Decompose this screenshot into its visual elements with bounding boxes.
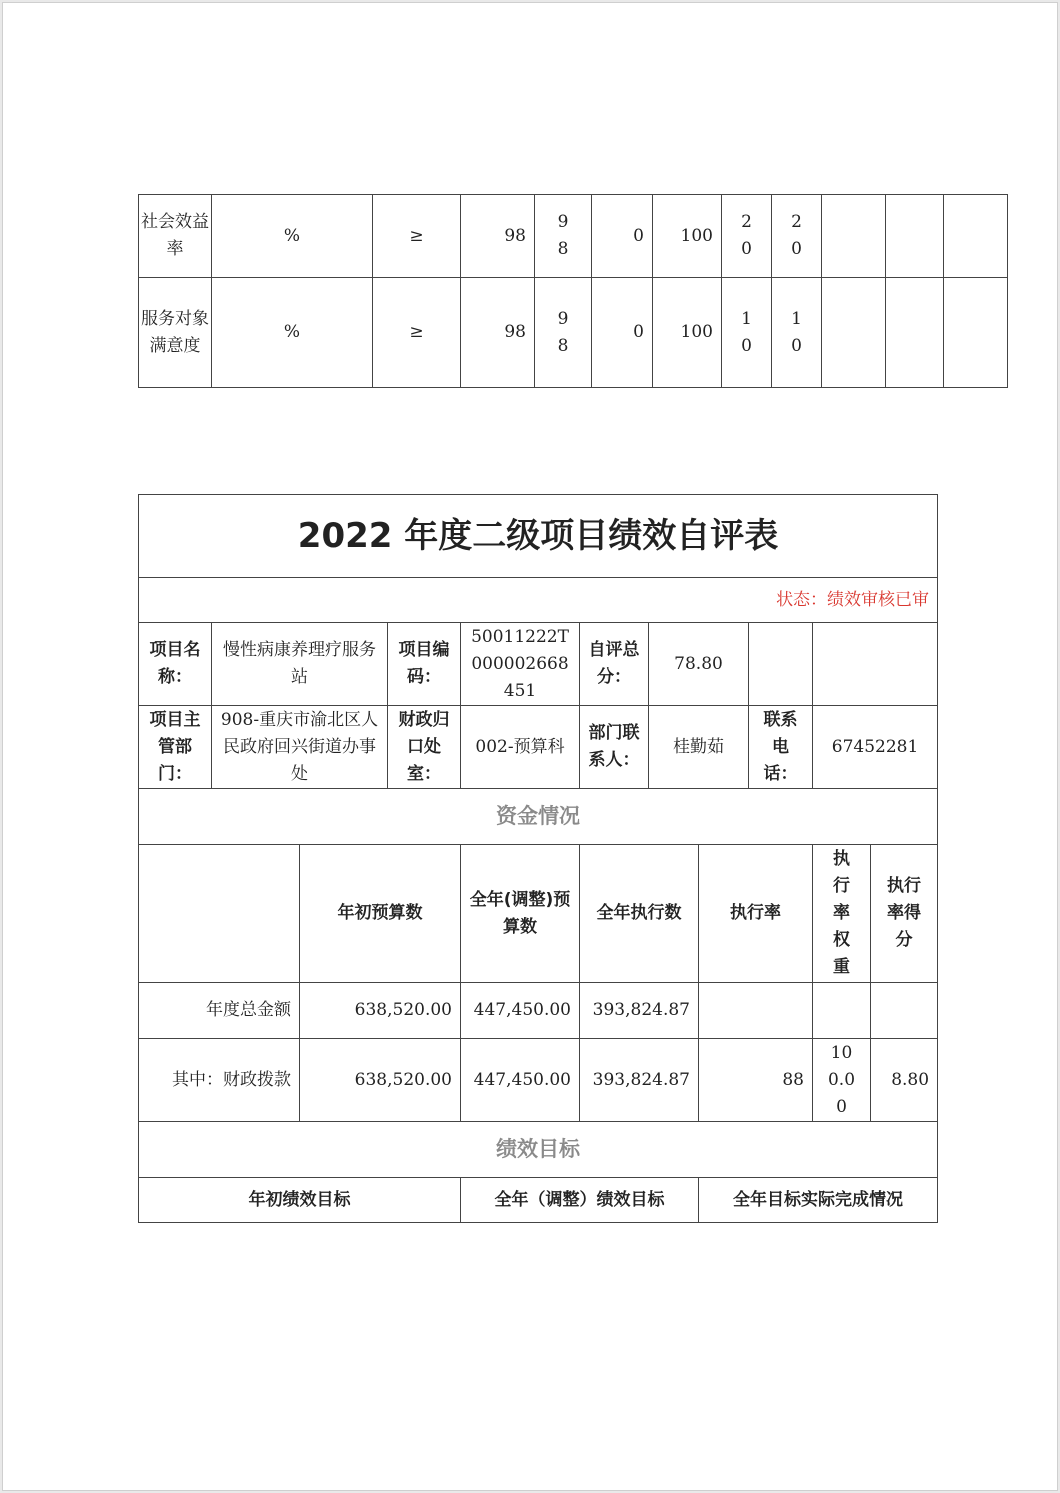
title-row [139, 495, 938, 578]
fund-row [139, 983, 938, 1039]
fund-executed: 393,824.87 [580, 1039, 699, 1122]
indicator-target: 98 [461, 278, 535, 388]
fund-score: 8.80 [871, 1039, 938, 1122]
header-initial-goal: 年初绩效目标 [139, 1178, 461, 1223]
fund-rate [699, 983, 813, 1039]
indicator-value-2: 100 [653, 195, 722, 278]
indicator-weight: 10 [722, 278, 772, 388]
label-finance-office: 财政归口处室： [388, 706, 461, 789]
status-row [139, 578, 938, 623]
header-actual-completion: 全年目标实际完成情况 [699, 1178, 938, 1223]
indicator-weight: 20 [722, 195, 772, 278]
empty-cell [886, 195, 944, 278]
perf-header-row [139, 1178, 938, 1223]
label-project-name: 项目名称： [139, 623, 212, 706]
indicator-name: 社会效益率 [139, 195, 212, 278]
header-exec-score: 执行率得分 [871, 845, 938, 983]
fund-header-row [139, 845, 938, 983]
perf-section-title: 绩效目标 [139, 1122, 938, 1178]
label-dept: 项目主管部门： [139, 706, 212, 789]
empty-cell [886, 278, 944, 388]
empty-cell [813, 623, 938, 706]
header-adjusted-goal: 全年（调整）绩效目标 [461, 1178, 699, 1223]
indicator-actual: 98 [535, 278, 592, 388]
fund-rate: 88 [699, 1039, 813, 1122]
fund-executed: 393,824.87 [580, 983, 699, 1039]
table-row [139, 195, 1008, 278]
indicator-unit: % [212, 278, 373, 388]
empty-cell [944, 195, 1008, 278]
fund-initial: 638,520.00 [300, 983, 461, 1039]
table-row [139, 278, 1008, 388]
indicator-value-1: 0 [592, 195, 653, 278]
value-self-score: 78.80 [649, 623, 749, 706]
indicator-score: 10 [772, 278, 822, 388]
info-row [139, 623, 938, 706]
form-title: 2022 年度二级项目绩效自评表 [139, 495, 938, 578]
value-finance-office: 002-预算科 [461, 706, 580, 789]
header-executed: 全年执行数 [580, 845, 699, 983]
fund-row [139, 1039, 938, 1122]
fund-adjusted: 447,450.00 [461, 1039, 580, 1122]
indicator-unit: % [212, 195, 373, 278]
info-row [139, 706, 938, 789]
empty-cell [822, 278, 886, 388]
header-initial-budget: 年初预算数 [300, 845, 461, 983]
section-row [139, 789, 938, 845]
indicator-table [138, 194, 1008, 388]
label-contact: 部门联系人： [580, 706, 649, 789]
header-adjusted-budget: 全年(调整)预算数 [461, 845, 580, 983]
fund-adjusted: 447,450.00 [461, 983, 580, 1039]
indicator-operator: ≥ [373, 195, 461, 278]
fund-row-label: 其中：财政拨款 [139, 1039, 300, 1122]
indicator-actual: 98 [535, 195, 592, 278]
value-phone: 67452281 [813, 706, 938, 789]
indicator-value-2: 100 [653, 278, 722, 388]
fund-row-label: 年度总金额 [139, 983, 300, 1039]
label-phone: 联系电话： [749, 706, 813, 789]
indicator-name: 服务对象满意度 [139, 278, 212, 388]
empty-cell [822, 195, 886, 278]
label-project-code: 项目编码： [388, 623, 461, 706]
indicator-operator: ≥ [373, 278, 461, 388]
empty-cell [944, 278, 1008, 388]
fund-initial: 638,520.00 [300, 1039, 461, 1122]
value-project-code: 50011222T000002668451 [461, 623, 580, 706]
label-self-score: 自评总分： [580, 623, 649, 706]
empty-cell [749, 623, 813, 706]
indicator-score: 20 [772, 195, 822, 278]
header-exec-weight: 执行率权重 [813, 845, 871, 983]
section-row [139, 1122, 938, 1178]
self-evaluation-form [138, 494, 938, 1223]
header-exec-rate: 执行率 [699, 845, 813, 983]
indicator-value-1: 0 [592, 278, 653, 388]
fund-section-title: 资金情况 [139, 789, 938, 845]
value-project-name: 慢性病康养理疗服务站 [212, 623, 388, 706]
value-dept: 908-重庆市渝北区人民政府回兴街道办事处 [212, 706, 388, 789]
status-badge: 状态：绩效审核已审 [139, 578, 938, 623]
document-page [2, 2, 1058, 1491]
value-contact: 桂勤茹 [649, 706, 749, 789]
empty-cell [139, 845, 300, 983]
fund-score [871, 983, 938, 1039]
fund-weight [813, 983, 871, 1039]
indicator-target: 98 [461, 195, 535, 278]
fund-weight: 100.00 [813, 1039, 871, 1122]
